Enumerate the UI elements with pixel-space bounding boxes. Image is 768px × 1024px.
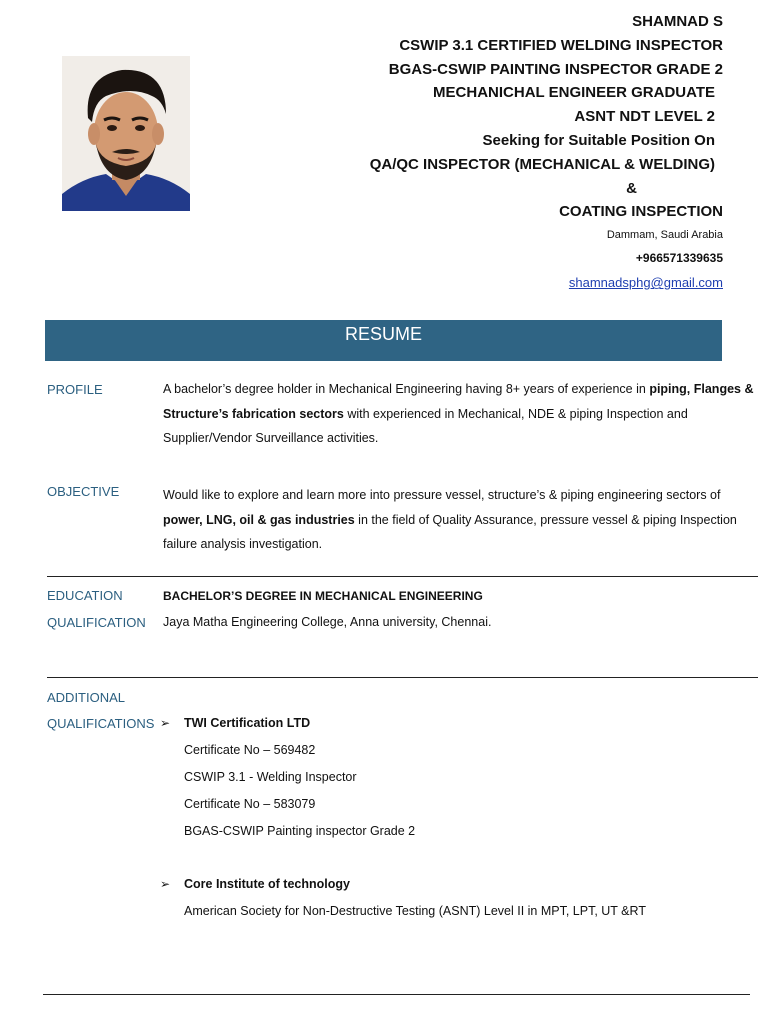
cert-item: CSWIP 3.1 - Welding Inspector xyxy=(184,770,357,784)
education-label: QUALIFICATION xyxy=(47,615,146,630)
divider xyxy=(43,994,750,995)
resume-banner: RESUME xyxy=(45,320,722,361)
cert-item: BGAS-CSWIP Painting inspector Grade 2 xyxy=(184,824,416,838)
profile-label: PROFILE xyxy=(47,382,103,397)
profile-text-bold: piping, Flanges & Structure’s fabrication sectors xyxy=(163,382,754,421)
cert-item: American Society for Non-Destructive Testing (ASNT) Level II in MPT, LPT, UT &RT xyxy=(184,904,646,918)
objective-text-part: Would like to explore and learn more into pressure vessel, structure’s & piping engineering sectors of xyxy=(163,488,721,502)
objective-text xyxy=(163,483,758,557)
header-line: CSWIP 3.1 CERTIFIED WELDING INSPECTOR xyxy=(399,36,723,54)
resume-header xyxy=(303,10,723,296)
college-name: Jaya Matha Engineering College, Anna university, Chennai. xyxy=(163,615,492,629)
header-line: & xyxy=(626,179,637,197)
objective-text-part: in the field of Quality Assurance, pressure vessel & piping Inspection failure analysis investigation. xyxy=(163,512,737,551)
objective-text-bold: power, LNG, oil & gas industries xyxy=(163,512,355,527)
profile-photo xyxy=(62,56,190,211)
bullet-arrow-icon: ➢ xyxy=(160,716,171,730)
additional-label: QUALIFICATIONS xyxy=(47,716,155,731)
education-label: EDUCATION xyxy=(47,588,123,603)
degree-title: BACHELOR’S DEGREE IN MECHANICAL ENGINEERING xyxy=(163,589,483,603)
email-link[interactable]: shamnadsphg@gmail.com xyxy=(568,275,723,291)
cert-item: Certificate No – 583079 xyxy=(184,797,316,811)
cert-item: Certificate No – 569482 xyxy=(184,743,316,757)
objective-label: OBJECTIVE xyxy=(47,484,120,499)
profile-text-part: with experienced in Mechanical, NDE & piping Inspection and Supplier/Vendor Surveillance activities. xyxy=(163,406,688,445)
candidate-name: SHAMNAD S xyxy=(632,13,723,30)
header-line: QA/QC INSPECTOR (MECHANICAL & WELDING) xyxy=(369,155,715,173)
cert-org: Core Institute of technology xyxy=(184,877,350,891)
header-line: BGAS-CSWIP PAINTING INSPECTOR GRADE 2 xyxy=(388,60,723,78)
location: Dammam, Saudi Arabia xyxy=(606,229,723,242)
additional-label: ADDITIONAL xyxy=(47,690,126,705)
cert-org: TWI Certification LTD xyxy=(184,716,311,730)
profile-text-part: A bachelor’s degree holder in Mechanical Engineering having 8+ years of experience in xyxy=(163,382,650,396)
phone-number: +966571339635 xyxy=(635,251,723,266)
profile-text xyxy=(163,377,758,451)
header-line: COATING INSPECTION xyxy=(559,203,723,221)
divider xyxy=(47,677,758,678)
header-line: Seeking for Suitable Position On xyxy=(482,131,715,149)
header-line: ASNT NDT LEVEL 2 xyxy=(574,108,715,126)
divider xyxy=(47,576,758,577)
bullet-arrow-icon: ➢ xyxy=(160,877,171,891)
header-line: MECHANICHAL ENGINEER GRADUATE xyxy=(433,84,715,102)
